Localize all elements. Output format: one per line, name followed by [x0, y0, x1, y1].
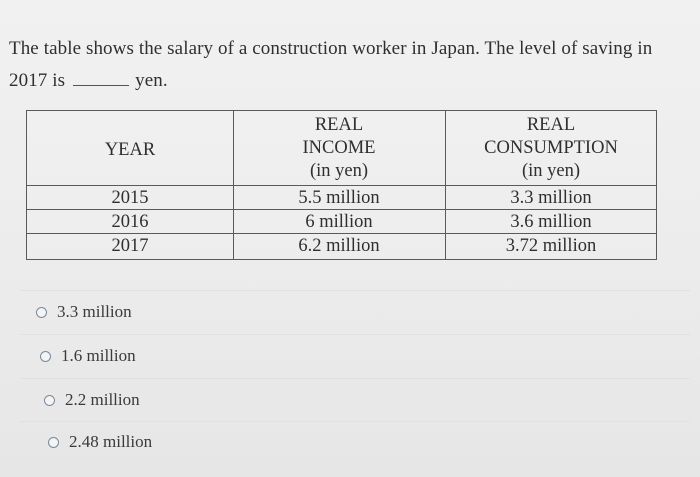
salary-table	[26, 110, 657, 260]
table-row: 6 million	[305, 212, 373, 232]
question-suffix: yen.	[135, 70, 168, 91]
question-text	[9, 33, 694, 97]
option-divider	[20, 421, 690, 422]
header-income	[233, 114, 445, 183]
header-year: YEAR	[104, 140, 156, 160]
header-consumption	[445, 114, 657, 183]
option-label: 2.48 million	[69, 432, 153, 451]
table-row: 5.5 million	[298, 188, 380, 208]
header-income-line-1: REAL	[314, 115, 364, 135]
table-row-divider	[27, 185, 656, 186]
option-3-3-million[interactable]	[36, 302, 132, 322]
table-row: 2015	[111, 188, 149, 208]
question-line-2	[9, 65, 694, 97]
header-income-line-2: INCOME	[302, 138, 376, 158]
option-label: 1.6 million	[61, 346, 136, 365]
table-row: 3.72 million	[505, 236, 597, 256]
header-consumption-line-1: REAL	[526, 115, 576, 135]
table-row: 6.2 million	[298, 236, 380, 256]
radio-button-icon[interactable]	[44, 395, 55, 406]
question-prefix: 2017 is	[9, 70, 66, 91]
option-divider	[20, 378, 690, 379]
option-1-6-million[interactable]	[40, 346, 136, 366]
header-consumption-line-2: CONSUMPTION	[484, 138, 618, 158]
header-income-line-3: (in yen)	[309, 161, 369, 181]
question-line-1: The table shows the salary of a construction worker in Japan. The level of saving in	[9, 38, 653, 59]
option-label: 2.2 million	[65, 390, 140, 409]
header-consumption-line-3: (in yen)	[521, 161, 581, 181]
table-row: 2016	[111, 212, 149, 232]
answer-blank	[73, 84, 129, 86]
option-2-2-million[interactable]	[44, 390, 140, 410]
option-2-48-million[interactable]	[48, 432, 152, 452]
radio-button-icon[interactable]	[40, 351, 51, 362]
option-label: 3.3 million	[57, 302, 132, 321]
table-row: 3.3 million	[510, 188, 592, 208]
option-divider	[20, 334, 690, 335]
radio-button-icon[interactable]	[36, 307, 47, 318]
option-divider	[20, 290, 690, 291]
table-row: 2017	[111, 236, 149, 256]
radio-button-icon[interactable]	[48, 437, 59, 448]
table-row: 3.6 million	[510, 212, 592, 232]
